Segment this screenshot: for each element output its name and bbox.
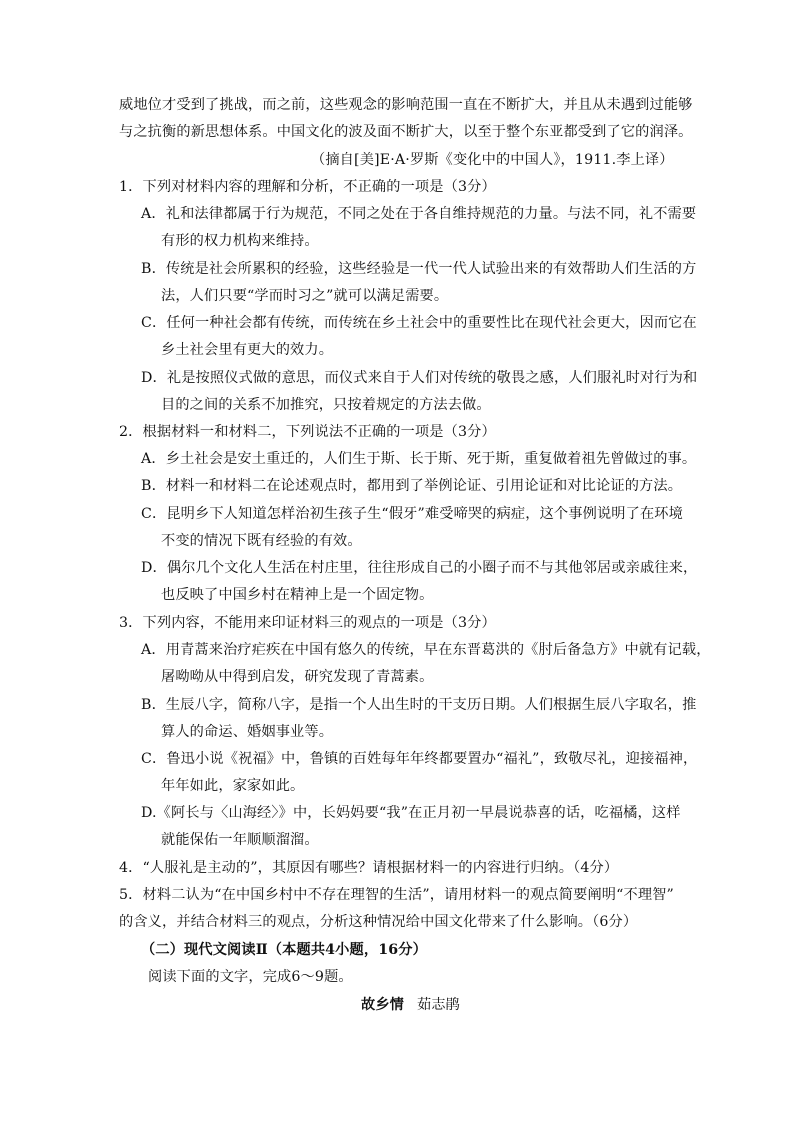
passage-citation: （摘自[美]E·A·罗斯《变化中的中国人》，1911.李上译） [311, 152, 674, 168]
option-b: B．材料一和材料二在论述观点时，都用到了举例论证、引用论证和对比论证的方法。 [141, 478, 683, 494]
section-instruction: 阅读下面的文字，完成6～9题。 [148, 969, 353, 985]
option-b: B．生辰八字，简称八字，是指一个人出生时的干支历日期。人们根据生辰八字取名，推 [141, 697, 697, 713]
option-b: B．传统是社会所累积的经验，这些经验是一代一代人试验出来的有效帮助人们生活的方 [141, 261, 697, 277]
option-c: C．鲁迅小说《祝福》中，鲁镇的百姓每年年终都要置办“福礼”，致敬尽礼，迎接福神， [141, 751, 698, 767]
option-a: A．用青蒿来治疗疟疾在中国有悠久的传统，早在东晋葛洪的《肘后备急方》中就有记载， [141, 642, 711, 658]
option-c-continued: 年年如此，家家如此。 [161, 778, 305, 794]
article-title: 故乡情 [361, 997, 405, 1013]
section-heading: （二）现代文阅读Ⅱ（本题共4小题，16分） [141, 942, 427, 958]
option-c: C．昆明乡下人知道怎样治初生孩子生“假牙”难受啼哭的病症，这个事例说明了在环境 [141, 506, 683, 522]
question-stem: 2．根据材料一和材料二，下列说法不正确的一项是（3分） [119, 424, 496, 440]
option-a-continued: 屠呦呦从中得到启发，研究发现了青蒿素。 [161, 669, 434, 685]
option-a: A．礼和法律都属于行为规范，不同之处在于各自维持规范的力量。与法不同，礼不需要 [141, 206, 697, 222]
question-stem: 1．下列对材料内容的理解和分析，不正确的一项是（3分） [119, 179, 496, 195]
option-d-continued: 目的之间的关系不加推究，只按着规定的方法去做。 [161, 397, 491, 413]
option-d: D.《阿长与〈山海经〉》中，长妈妈要“我”在正月初一早晨说恭喜的话，吃福橘，这样 [141, 805, 681, 821]
question-stem: 4．“人服礼是主动的”，其原因有哪些？请根据材料一的内容进行归纳。（4分） [119, 860, 619, 876]
passage-line: 威地位才受到了挑战，而之前，这些观念的影响范围一直在不断扩大，并且从未遇到过能够 [119, 97, 693, 113]
option-a-continued: 有形的权力机构来维持。 [161, 233, 319, 249]
option-c-continued: 乡土社会里有更大的效力。 [161, 342, 334, 358]
option-d-continued: 也反映了中国乡村在精神上是一个固定物。 [161, 587, 434, 603]
option-d: D．偶尔几个文化人生活在村庄里，往往形成自己的小圈子而不与其他邻居或亲戚往来， [141, 560, 698, 576]
option-b-continued: 法，人们只要“学而时习之”就可以满足需要。 [161, 288, 449, 304]
option-b-continued: 算人的命运、婚姻事业等。 [161, 724, 334, 740]
option-a: A．乡土社会是安土重迁的，人们生于斯、长于斯、死于斯，重复做着祖先曾做过的事。 [141, 451, 697, 467]
passage-line: 与之抗衡的新思想体系。中国文化的波及面不断扩大，以至于整个东亚都受到了它的润泽。 [119, 124, 693, 140]
option-c-continued: 不变的情况下既有经验的有效。 [161, 533, 362, 549]
option-d-continued: 就能保佑一年顺顺溜溜。 [161, 832, 319, 848]
question-stem: 3．下列内容，不能用来印证材料三的观点的一项是（3分） [119, 615, 496, 631]
option-c: C．任何一种社会都有传统，而传统在乡土社会中的重要性比在现代社会更大，因而它在 [141, 315, 697, 331]
article-author: 茹志鹃 [417, 997, 461, 1013]
option-d: D．礼是按照仪式做的意思，而仪式来自于人们对传统的敬畏之感，人们服礼时对行为和 [141, 370, 698, 386]
question-stem-continued: 的含义，并结合材料三的观点，分析这种情况给中国文化带来了什么影响。（6分） [119, 914, 638, 930]
question-stem: 5．材料二认为“在中国乡村中不存在理智的生活”，请用材料一的观点简要阐明“不理智” [119, 887, 674, 903]
